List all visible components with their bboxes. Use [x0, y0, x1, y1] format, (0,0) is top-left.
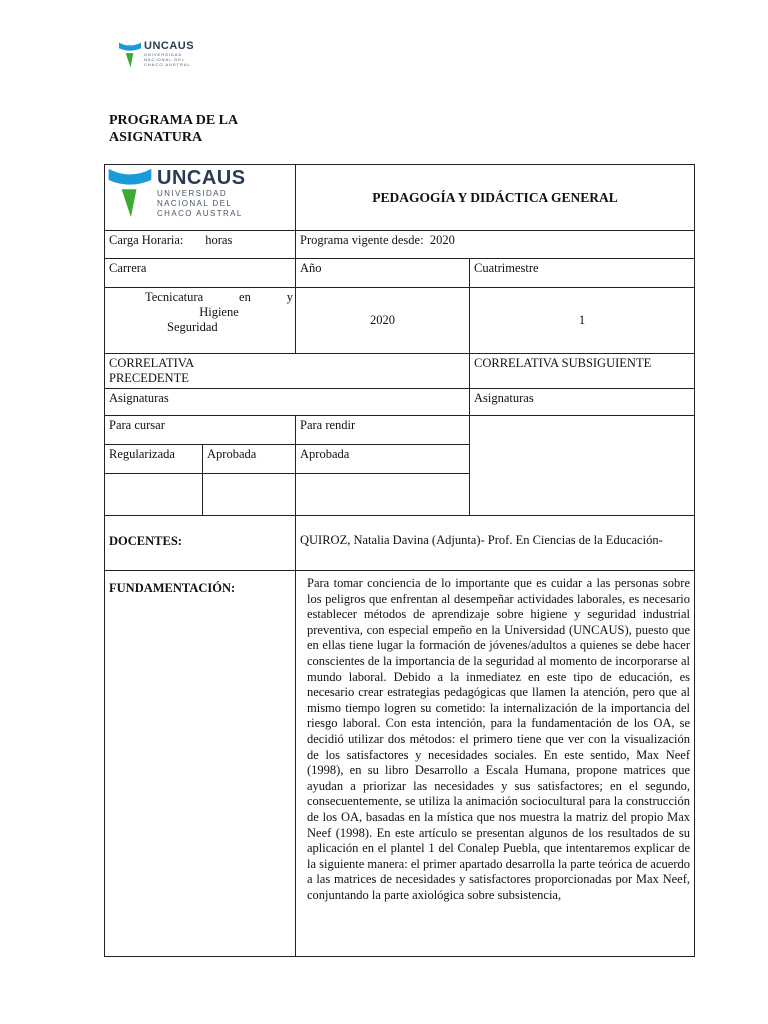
aprobada-cursar-value	[203, 474, 296, 516]
cuatrimestre-label: Cuatrimestre	[470, 259, 695, 288]
regularizada-value	[105, 474, 203, 516]
logo-sub-line: NACIONAL DEL	[157, 199, 233, 208]
carrera-line: Tecnicatura en y	[145, 290, 293, 304]
program-title: PROGRAMA DE LA ASIGNATURA	[109, 113, 238, 145]
carrera-line: Higiene	[199, 305, 239, 319]
logo-brand: UNCAUS	[144, 40, 195, 52]
logo-sub-line: CHACO AUSTRAL	[144, 62, 191, 67]
cuatrimestre-value: 1	[470, 288, 695, 354]
fundamentacion-label-text: FUNDAMENTACIÓN:	[109, 581, 236, 595]
subject-title: PEDAGOGÍA Y DIDÁCTICA GENERAL	[296, 165, 695, 231]
anio-label: Año	[296, 259, 470, 288]
docentes-label-text: DOCENTES:	[109, 534, 182, 548]
fundamentacion-text	[296, 571, 695, 957]
para-cursar: Para cursar	[105, 416, 296, 445]
correlativa-precedente	[105, 354, 470, 389]
asignaturas-right: Asignaturas	[470, 389, 695, 416]
carrera-label: Carrera	[105, 259, 296, 288]
docentes-value-text: QUIROZ, Natalia Davina (Adjunta)- Prof. En Ciencias de la Educación-	[300, 533, 663, 547]
anio-value: 2020	[296, 288, 470, 354]
para-rendir: Para rendir	[296, 416, 470, 445]
logo-sub-line: UNIVERSIDAD	[157, 189, 228, 198]
regularizada: Regularizada	[105, 445, 203, 474]
uncaus-logo-icon	[107, 167, 153, 219]
program-table	[104, 164, 695, 957]
aprobada-rendir: Aprobada	[296, 445, 470, 474]
docentes-label	[105, 516, 296, 571]
uncaus-logo-icon	[119, 40, 141, 70]
correlativa-precedente-text: CORRELATIVA PRECEDENTE	[109, 356, 194, 385]
docentes-value	[296, 516, 695, 571]
correlativa-subsiguiente: CORRELATIVA SUBSIGUIENTE	[470, 354, 695, 389]
aprobada-cursar: Aprobada	[203, 445, 296, 474]
programa-vigente: Programa vigente desde: 2020	[296, 231, 695, 259]
aprobada-rendir-value	[296, 474, 470, 516]
table-logo	[107, 167, 295, 219]
logo-sub-line: UNIVERSIDAD	[144, 52, 183, 57]
carrera-line: Seguridad	[167, 320, 218, 334]
logo-sub-line: CHACO AUSTRAL	[157, 209, 243, 218]
header-logo	[119, 40, 194, 70]
table-logo-cell	[105, 165, 296, 231]
fundamentacion-paragraph: Para tomar conciencia de lo importante que es cuidar a las personas sobre los peligros que enfrentan al desempeñar actividades laborales, es necesario establecer métodos de aprendizaje sobre higiene y seguridad industrial preventiva, con especial empeño en la Universidad (UNCAUS), puesto que en ellas tiene lugar la formación de jóvenes/adultos a quienes se debe hacer conscientes de la importancia de la seguridad al momento de incorporarse al mundo laboral. Debido a la inmediatez en este tipo de educación, es necesario crear estrategias pedagógicas que llamen la atención, pero que al mismo tiempo logren su cometido: la internalización de la importancia del riesgo laboral. Con esta intención, para la fundamentación de los OA, se decidió utilizar dos métodos: el primero tiene que ver con la visualización de los satisfactores y necesidades sociales. En este sentido, Max Neef (1998), en su libro Desarrollo a Escala Humana, propone matrices que ayudan a priorizar las necesidades y sus satisfactores; en el segundo, consecuentemente, se utiliza la animación sociocultural para la construcción de los OA, basadas en la mística que nos muestra la matriz del propio Max Neef (1998). En este artículo se presentan algunos de los resultados de su aplicación en el plantel 1 del Conalep Puebla, que intentaremos explicar de la siguiente manera: el primer apartado desarrolla la parte teórica de acuerdo a las matrices de necesidades y satisfactores proporcionadas por Max Neef, conjuntando la parte axiológica sobre subsistencia,	[307, 576, 690, 902]
empty-cell	[470, 416, 695, 516]
carga-horaria: Carga Horaria: horas	[105, 231, 296, 259]
fundamentacion-label	[105, 571, 296, 957]
asignaturas-left: Asignaturas	[105, 389, 470, 416]
carrera-value	[105, 288, 296, 354]
logo-brand: UNCAUS	[157, 167, 246, 189]
logo-sub-line: NACIONAL DEL	[144, 57, 186, 62]
